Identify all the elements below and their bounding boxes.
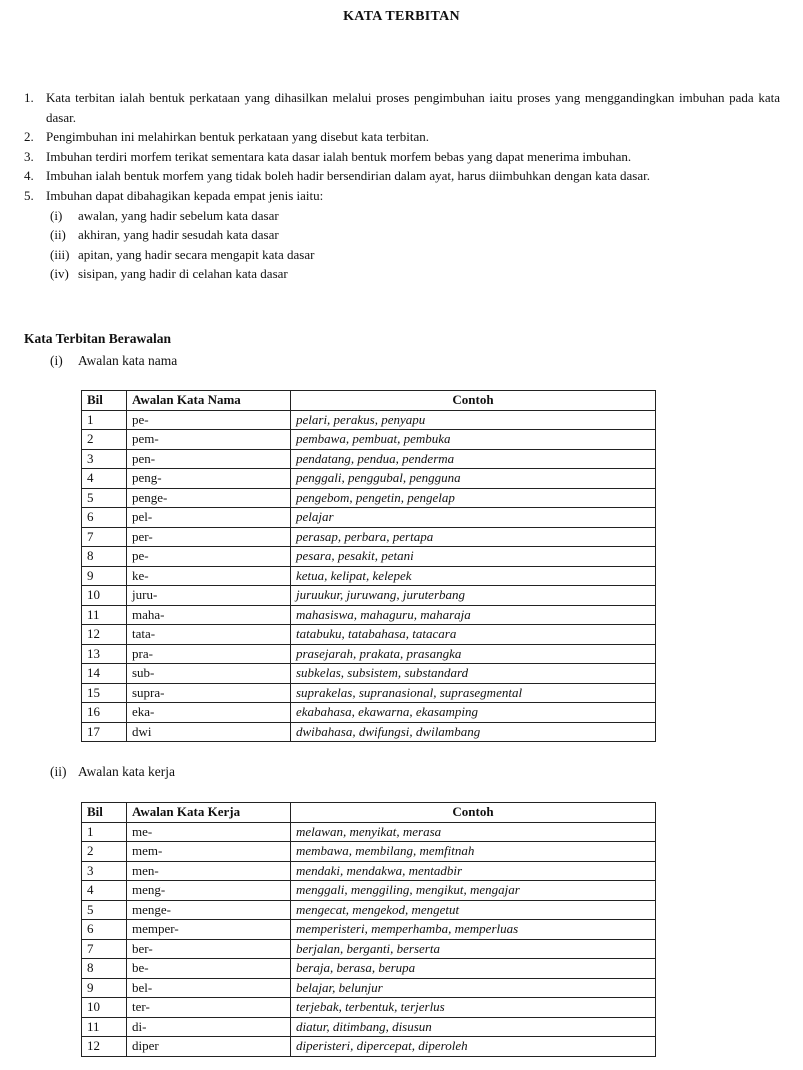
- sub-item: [24, 245, 780, 265]
- item-number: 5.: [24, 187, 34, 203]
- section-heading: Kata Terbitan Berawalan: [24, 331, 172, 346]
- table-row: [82, 920, 656, 940]
- cell-prefix: memper-: [127, 920, 291, 940]
- cell-prefix: eka-: [127, 703, 291, 723]
- table1-heading: [50, 353, 177, 369]
- table-row: [82, 566, 656, 586]
- cell-prefix: pel-: [127, 508, 291, 528]
- item-text: Imbuhan terdiri morfem terikat sementara kata dasar ialah bentuk morfem bebas yang dapat menerima imbuhan.: [46, 148, 632, 164]
- cell-examples: mendaki, mendakwa, mentadbir: [291, 861, 656, 881]
- intro-list: [24, 88, 780, 284]
- sub-item-text: akhiran, yang hadir sesudah kata dasar: [78, 227, 279, 243]
- cell-prefix: meng-: [127, 881, 291, 901]
- cell-prefix: ber-: [127, 939, 291, 959]
- list-item: [24, 166, 780, 186]
- table2-numeral: (ii): [50, 764, 67, 779]
- verb-prefix-table: [81, 802, 656, 1057]
- table1-heading-text: Awalan kata nama: [78, 353, 178, 368]
- column-header-prefix: Awalan Kata Kerja: [127, 803, 291, 823]
- table-row: [82, 625, 656, 645]
- sub-item: [24, 225, 780, 245]
- column-header-prefix: Awalan Kata Nama: [127, 391, 291, 411]
- table-row: [82, 683, 656, 703]
- cell-bil: 16: [82, 703, 127, 723]
- cell-bil: 8: [82, 959, 127, 979]
- cell-bil: 4: [82, 469, 127, 489]
- cell-bil: 11: [82, 1017, 127, 1037]
- cell-examples: beraja, berasa, berupa: [291, 959, 656, 979]
- cell-bil: 14: [82, 664, 127, 684]
- item-number: 1.: [24, 90, 34, 105]
- sub-item-numeral: (iii): [50, 246, 70, 262]
- cell-prefix: me-: [127, 822, 291, 842]
- cell-bil: 17: [82, 722, 127, 742]
- cell-bil: 3: [82, 861, 127, 881]
- table-row: [82, 822, 656, 842]
- cell-bil: 5: [82, 900, 127, 920]
- cell-bil: 6: [82, 508, 127, 528]
- cell-prefix: pra-: [127, 644, 291, 664]
- cell-prefix: dwi: [127, 722, 291, 742]
- cell-examples: suprakelas, supranasional, suprasegmental: [291, 683, 656, 703]
- table-row: [82, 939, 656, 959]
- table-row: [82, 527, 656, 547]
- cell-prefix: ke-: [127, 566, 291, 586]
- sub-item-text: apitan, yang hadir secara mengapit kata dasar: [78, 246, 315, 262]
- cell-bil: 11: [82, 605, 127, 625]
- cell-prefix: sub-: [127, 664, 291, 684]
- cell-examples: subkelas, subsistem, substandard: [291, 664, 656, 684]
- cell-examples: ketua, kelipat, kelepek: [291, 566, 656, 586]
- cell-bil: 10: [82, 586, 127, 606]
- item-number: 2.: [24, 129, 34, 145]
- sub-item: [24, 264, 780, 284]
- table-row: [82, 861, 656, 881]
- column-header-bil: Bil: [82, 803, 127, 823]
- cell-prefix: penge-: [127, 488, 291, 508]
- cell-prefix: pe-: [127, 410, 291, 430]
- sub-item: [24, 206, 780, 226]
- cell-bil: 15: [82, 683, 127, 703]
- cell-examples: juruukur, juruwang, juruterbang: [291, 586, 656, 606]
- column-header-examples: Contoh: [291, 391, 656, 411]
- table1-numeral: (i): [50, 353, 63, 368]
- table-row: [82, 605, 656, 625]
- table-row: [82, 644, 656, 664]
- item-text: Pengimbuhan ini melahirkan bentuk perkataan yang disebut kata terbitan.: [46, 129, 430, 145]
- sub-item-numeral: (i): [50, 207, 63, 223]
- column-header-examples: Contoh: [291, 803, 656, 823]
- table-row: [82, 488, 656, 508]
- table-header-row: [82, 803, 656, 823]
- cell-prefix: per-: [127, 527, 291, 547]
- cell-prefix: supra-: [127, 683, 291, 703]
- cell-prefix: juru-: [127, 586, 291, 606]
- cell-examples: mahasiswa, mahaguru, maharaja: [291, 605, 656, 625]
- cell-bil: 1: [82, 410, 127, 430]
- item-text: Kata terbitan ialah bentuk perkataan yang dihasilkan melalui proses pengimbuhan iaitu proses yang menggandingkan imbuhan pada kata dasar.: [46, 90, 780, 125]
- sub-item-text: sisipan, yang hadir di celahan kata dasar: [78, 266, 288, 282]
- cell-examples: pendatang, pendua, penderma: [291, 449, 656, 469]
- cell-examples: ekabahasa, ekawarna, ekasamping: [291, 703, 656, 723]
- cell-prefix: men-: [127, 861, 291, 881]
- noun-prefix-table: [81, 390, 656, 742]
- table-row: [82, 1017, 656, 1037]
- page-title: KATA TERBITAN: [343, 9, 460, 24]
- table2-heading-text: Awalan kata kerja: [78, 764, 175, 779]
- cell-prefix: pem-: [127, 430, 291, 450]
- cell-prefix: di-: [127, 1017, 291, 1037]
- item-text: Imbuhan dapat dibahagikan kepada empat jenis iaitu:: [46, 187, 324, 203]
- table-row: [82, 881, 656, 901]
- column-header-bil: Bil: [82, 391, 127, 411]
- cell-prefix: pe-: [127, 547, 291, 567]
- cell-examples: mengecat, mengekod, mengetut: [291, 900, 656, 920]
- cell-prefix: tata-: [127, 625, 291, 645]
- cell-examples: diperisteri, dipercepat, diperoleh: [291, 1037, 656, 1057]
- table-row: [82, 508, 656, 528]
- cell-examples: penggali, penggubal, pengguna: [291, 469, 656, 489]
- cell-prefix: pen-: [127, 449, 291, 469]
- sub-item-numeral: (iv): [50, 266, 69, 282]
- list-item: [24, 186, 780, 206]
- cell-examples: melawan, menyikat, merasa: [291, 822, 656, 842]
- list-item: [24, 127, 780, 147]
- table-row: [82, 410, 656, 430]
- cell-examples: belajar, belunjur: [291, 978, 656, 998]
- cell-prefix: mem-: [127, 842, 291, 862]
- cell-examples: menggali, menggiling, mengikut, mengajar: [291, 881, 656, 901]
- table-row: [82, 978, 656, 998]
- cell-prefix: bel-: [127, 978, 291, 998]
- table-row: [82, 469, 656, 489]
- cell-examples: memperisteri, memperhamba, memperluas: [291, 920, 656, 940]
- cell-prefix: peng-: [127, 469, 291, 489]
- list-item: [24, 88, 780, 127]
- cell-examples: terjebak, terbentuk, terjerlus: [291, 998, 656, 1018]
- cell-bil: 3: [82, 449, 127, 469]
- item-text: Imbuhan ialah bentuk morfem yang tidak boleh hadir bersendirian dalam ayat, harus diimbuhkan dengan kata dasar.: [46, 168, 650, 184]
- cell-examples: tatabuku, tatabahasa, tatacara: [291, 625, 656, 645]
- table-row: [82, 430, 656, 450]
- cell-examples: pelajar: [291, 508, 656, 528]
- cell-examples: dwibahasa, dwifungsi, dwilambang: [291, 722, 656, 742]
- cell-bil: 2: [82, 842, 127, 862]
- cell-bil: 12: [82, 1037, 127, 1057]
- table-row: [82, 547, 656, 567]
- table-row: [82, 900, 656, 920]
- cell-bil: 8: [82, 547, 127, 567]
- cell-prefix: diper: [127, 1037, 291, 1057]
- sub-item-numeral: (ii): [50, 227, 66, 243]
- cell-bil: 2: [82, 430, 127, 450]
- cell-examples: pelari, perakus, penyapu: [291, 410, 656, 430]
- cell-bil: 10: [82, 998, 127, 1018]
- cell-examples: perasap, perbara, pertapa: [291, 527, 656, 547]
- table-header-row: [82, 391, 656, 411]
- cell-bil: 12: [82, 625, 127, 645]
- cell-examples: pembawa, pembuat, pembuka: [291, 430, 656, 450]
- cell-examples: diatur, ditimbang, disusun: [291, 1017, 656, 1037]
- table-row: [82, 586, 656, 606]
- cell-bil: 1: [82, 822, 127, 842]
- table-row: [82, 1037, 656, 1057]
- cell-bil: 6: [82, 920, 127, 940]
- table-row: [82, 722, 656, 742]
- cell-examples: pengebom, pengetin, pengelap: [291, 488, 656, 508]
- cell-examples: pesara, pesakit, petani: [291, 547, 656, 567]
- table-row: [82, 959, 656, 979]
- cell-prefix: maha-: [127, 605, 291, 625]
- cell-bil: 7: [82, 527, 127, 547]
- cell-prefix: be-: [127, 959, 291, 979]
- table-row: [82, 998, 656, 1018]
- cell-examples: berjalan, berganti, berserta: [291, 939, 656, 959]
- table-row: [82, 703, 656, 723]
- cell-bil: 7: [82, 939, 127, 959]
- sub-item-text: awalan, yang hadir sebelum kata dasar: [78, 207, 279, 223]
- table-row: [82, 449, 656, 469]
- cell-bil: 9: [82, 566, 127, 586]
- cell-prefix: menge-: [127, 900, 291, 920]
- item-number: 4.: [24, 168, 34, 184]
- table2-heading: [50, 764, 175, 780]
- cell-bil: 13: [82, 644, 127, 664]
- cell-bil: 4: [82, 881, 127, 901]
- item-number: 3.: [24, 148, 34, 164]
- table-row: [82, 664, 656, 684]
- cell-examples: membawa, membilang, memfitnah: [291, 842, 656, 862]
- cell-bil: 5: [82, 488, 127, 508]
- cell-prefix: ter-: [127, 998, 291, 1018]
- cell-bil: 9: [82, 978, 127, 998]
- cell-examples: prasejarah, prakata, prasangka: [291, 644, 656, 664]
- table-row: [82, 842, 656, 862]
- list-item: [24, 147, 780, 167]
